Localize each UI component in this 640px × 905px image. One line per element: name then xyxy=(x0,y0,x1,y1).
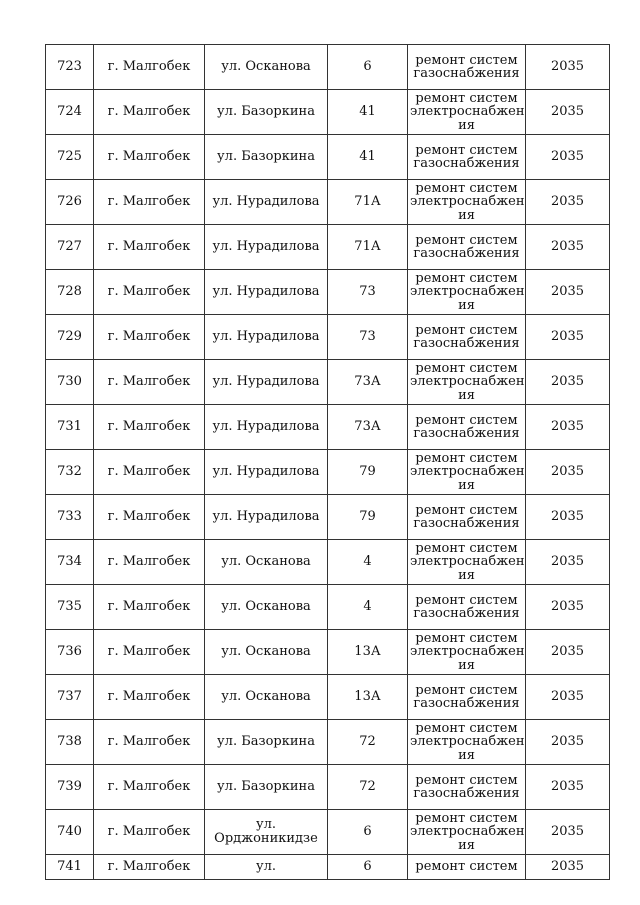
table-row xyxy=(46,270,610,315)
table-row xyxy=(46,765,610,810)
house-number: 13А xyxy=(328,675,408,720)
row-number: 737 xyxy=(46,675,94,720)
house-number: 6 xyxy=(328,45,408,90)
city-name: г. Малгобек xyxy=(94,405,205,450)
work-type: ремонт систем газоснабжения xyxy=(408,225,526,270)
city-name: г. Малгобек xyxy=(94,585,205,630)
house-number: 79 xyxy=(328,495,408,540)
house-number: 79 xyxy=(328,450,408,495)
city-name: г. Малгобек xyxy=(94,90,205,135)
city-name: г. Малгобек xyxy=(94,180,205,225)
planned-year: 2035 xyxy=(526,360,610,405)
street-name: ул. Нурадилова xyxy=(205,450,328,495)
house-number: 73 xyxy=(328,270,408,315)
street-name: ул. Базоркина xyxy=(205,765,328,810)
city-name: г. Малгобек xyxy=(94,765,205,810)
row-number: 726 xyxy=(46,180,94,225)
planned-year: 2035 xyxy=(526,180,610,225)
street-name: ул. Нурадилова xyxy=(205,270,328,315)
planned-year: 2035 xyxy=(526,855,610,880)
house-number: 41 xyxy=(328,135,408,180)
table-row xyxy=(46,450,610,495)
planned-year: 2035 xyxy=(526,405,610,450)
planned-year: 2035 xyxy=(526,630,610,675)
row-number: 738 xyxy=(46,720,94,765)
work-type: ремонт систем электроснабжен ия xyxy=(408,90,526,135)
work-type: ремонт систем электроснабжен ия xyxy=(408,540,526,585)
city-name: г. Малгобек xyxy=(94,315,205,360)
row-number: 734 xyxy=(46,540,94,585)
table-row xyxy=(46,855,610,880)
work-type: ремонт систем электроснабжен ия xyxy=(408,630,526,675)
table-row xyxy=(46,135,610,180)
house-number: 13А xyxy=(328,630,408,675)
row-number: 731 xyxy=(46,405,94,450)
house-number: 4 xyxy=(328,540,408,585)
city-name: г. Малгобек xyxy=(94,540,205,585)
street-name: ул. Осканова xyxy=(205,540,328,585)
row-number: 724 xyxy=(46,90,94,135)
row-number: 723 xyxy=(46,45,94,90)
city-name: г. Малгобек xyxy=(94,360,205,405)
table-row xyxy=(46,180,610,225)
house-number: 6 xyxy=(328,810,408,855)
house-number: 73А xyxy=(328,360,408,405)
table-row xyxy=(46,585,610,630)
address-repair-table xyxy=(45,44,610,880)
house-number: 71А xyxy=(328,180,408,225)
planned-year: 2035 xyxy=(526,495,610,540)
house-number: 72 xyxy=(328,720,408,765)
table-row xyxy=(46,675,610,720)
street-name: ул. Нурадилова xyxy=(205,180,328,225)
city-name: г. Малгобек xyxy=(94,495,205,540)
street-name: ул. Осканова xyxy=(205,630,328,675)
table-row xyxy=(46,315,610,360)
street-name: ул. Базоркина xyxy=(205,135,328,180)
row-number: 736 xyxy=(46,630,94,675)
planned-year: 2035 xyxy=(526,225,610,270)
work-type: ремонт систем газоснабжения xyxy=(408,495,526,540)
row-number: 733 xyxy=(46,495,94,540)
street-name: ул. Нурадилова xyxy=(205,405,328,450)
planned-year: 2035 xyxy=(526,450,610,495)
planned-year: 2035 xyxy=(526,810,610,855)
work-type: ремонт систем газоснабжения xyxy=(408,45,526,90)
street-name: ул. Нурадилова xyxy=(205,360,328,405)
work-type: ремонт систем газоснабжения xyxy=(408,585,526,630)
house-number: 41 xyxy=(328,90,408,135)
row-number: 741 xyxy=(46,855,94,880)
planned-year: 2035 xyxy=(526,315,610,360)
table-row xyxy=(46,540,610,585)
row-number: 725 xyxy=(46,135,94,180)
street-name: ул. Нурадилова xyxy=(205,225,328,270)
work-type: ремонт систем электроснабжен ия xyxy=(408,450,526,495)
work-type: ремонт систем газоснабжения xyxy=(408,675,526,720)
house-number: 73А xyxy=(328,405,408,450)
table-row xyxy=(46,225,610,270)
row-number: 727 xyxy=(46,225,94,270)
row-number: 729 xyxy=(46,315,94,360)
city-name: г. Малгобек xyxy=(94,225,205,270)
table-row xyxy=(46,720,610,765)
work-type: ремонт систем газоснабжения xyxy=(408,765,526,810)
work-type: ремонт систем газоснабжения xyxy=(408,315,526,360)
street-name: ул. Базоркина xyxy=(205,720,328,765)
planned-year: 2035 xyxy=(526,270,610,315)
table-body xyxy=(46,45,610,880)
city-name: г. Малгобек xyxy=(94,135,205,180)
row-number: 740 xyxy=(46,810,94,855)
planned-year: 2035 xyxy=(526,90,610,135)
work-type: ремонт систем газоснабжения xyxy=(408,405,526,450)
planned-year: 2035 xyxy=(526,540,610,585)
row-number: 728 xyxy=(46,270,94,315)
street-name: ул. Осканова xyxy=(205,585,328,630)
work-type: ремонт систем электроснабжен ия xyxy=(408,720,526,765)
city-name: г. Малгобек xyxy=(94,855,205,880)
row-number: 730 xyxy=(46,360,94,405)
house-number: 6 xyxy=(328,855,408,880)
city-name: г. Малгобек xyxy=(94,675,205,720)
table-row xyxy=(46,45,610,90)
table-row xyxy=(46,630,610,675)
planned-year: 2035 xyxy=(526,585,610,630)
house-number: 71А xyxy=(328,225,408,270)
table-row xyxy=(46,405,610,450)
work-type: ремонт систем электроснабжен ия xyxy=(408,270,526,315)
planned-year: 2035 xyxy=(526,45,610,90)
city-name: г. Малгобек xyxy=(94,720,205,765)
city-name: г. Малгобек xyxy=(94,270,205,315)
city-name: г. Малгобек xyxy=(94,810,205,855)
street-name: ул. Осканова xyxy=(205,45,328,90)
street-name: ул. Осканова xyxy=(205,675,328,720)
table-row xyxy=(46,90,610,135)
work-type: ремонт систем электроснабжен ия xyxy=(408,360,526,405)
row-number: 732 xyxy=(46,450,94,495)
house-number: 73 xyxy=(328,315,408,360)
row-number: 739 xyxy=(46,765,94,810)
work-type: ремонт систем электроснабжен ия xyxy=(408,180,526,225)
work-type: ремонт систем газоснабжения xyxy=(408,135,526,180)
table-row xyxy=(46,360,610,405)
street-name: ул. Нурадилова xyxy=(205,315,328,360)
house-number: 72 xyxy=(328,765,408,810)
city-name: г. Малгобек xyxy=(94,45,205,90)
house-number: 4 xyxy=(328,585,408,630)
street-name: ул. xyxy=(205,855,328,880)
city-name: г. Малгобек xyxy=(94,630,205,675)
row-number: 735 xyxy=(46,585,94,630)
planned-year: 2035 xyxy=(526,135,610,180)
street-name: ул. Нурадилова xyxy=(205,495,328,540)
work-type: ремонт систем электроснабжен ия xyxy=(408,810,526,855)
planned-year: 2035 xyxy=(526,765,610,810)
table-row xyxy=(46,810,610,855)
planned-year: 2035 xyxy=(526,720,610,765)
work-type: ремонт систем xyxy=(408,855,526,880)
city-name: г. Малгобек xyxy=(94,450,205,495)
planned-year: 2035 xyxy=(526,675,610,720)
street-name: ул. Орджоникидзе xyxy=(205,810,328,855)
table-row xyxy=(46,495,610,540)
street-name: ул. Базоркина xyxy=(205,90,328,135)
